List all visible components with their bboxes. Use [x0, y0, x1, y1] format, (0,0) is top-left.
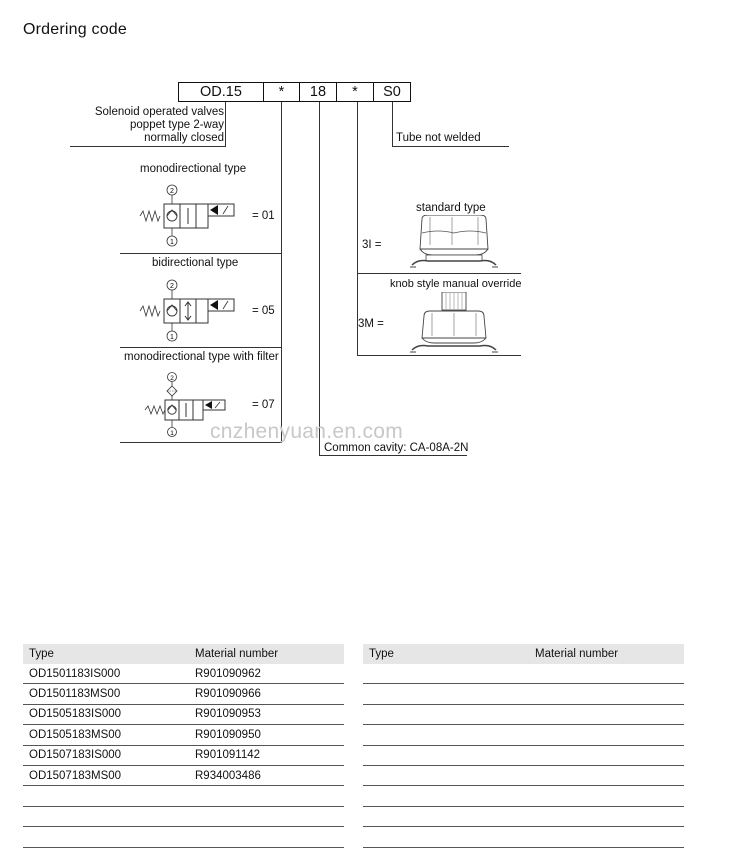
type-cell: OD1501183IS000 [23, 664, 189, 684]
material-cell [529, 806, 684, 826]
type-cell [363, 827, 529, 847]
solenoid-desc-line: Solenoid operated valves [94, 106, 224, 118]
material-cell [189, 806, 344, 826]
type-cell: OD1507183IS000 [23, 745, 189, 765]
material-table-left [23, 644, 344, 848]
table-row [363, 684, 684, 704]
material-cell: R901090950 [189, 725, 344, 745]
table-row [363, 704, 684, 724]
type-cell: OD1505183MS00 [23, 725, 189, 745]
standard-nut-icon [408, 215, 500, 271]
material-cell: R901090962 [189, 664, 344, 684]
type-cell [363, 765, 529, 785]
material-cell: R901090966 [189, 684, 344, 704]
type-cell: OD1507183MS00 [23, 765, 189, 785]
table-row [363, 664, 684, 684]
material-cell [529, 827, 684, 847]
type-cell [23, 786, 189, 806]
table-row [23, 745, 344, 765]
override-label-standard: standard type [416, 202, 486, 214]
table-row [23, 806, 344, 826]
type-label-01: monodirectional type [140, 163, 247, 175]
table-row [363, 765, 684, 785]
table-row [23, 765, 344, 785]
type-cell [363, 664, 529, 684]
type-code-05: = 05 [252, 305, 275, 317]
column-header-material: Material number [529, 644, 684, 664]
divider [392, 146, 509, 147]
type-cell: OD1501183MS00 [23, 684, 189, 704]
override-code-3i: 3I = [362, 239, 382, 251]
leader-line-cavity [319, 102, 320, 455]
material-cell: R901090953 [189, 704, 344, 724]
type-label-05: bidirectional type [152, 257, 239, 269]
code-segment-type: * [263, 82, 300, 102]
divider [120, 253, 282, 254]
table-row [23, 786, 344, 806]
type-cell [363, 786, 529, 806]
override-code-3m: 3M = [358, 318, 384, 330]
valve-symbol-bidirectional-icon [138, 277, 238, 343]
column-header-material: Material number [189, 644, 344, 664]
port-number: 2 [170, 283, 174, 290]
tube-label: Tube not welded [396, 132, 481, 144]
table-row [23, 827, 344, 847]
leader-line [392, 102, 393, 146]
divider [120, 347, 282, 348]
type-cell [363, 725, 529, 745]
port-number: 1 [170, 334, 174, 341]
table-row [363, 725, 684, 745]
solenoid-description [60, 106, 224, 145]
column-header-type: Type [23, 644, 189, 664]
material-cell [529, 786, 684, 806]
code-segment-tube: S0 [373, 82, 411, 102]
material-cell [529, 664, 684, 684]
material-cell [529, 765, 684, 785]
material-cell [529, 725, 684, 745]
table-row [23, 704, 344, 724]
material-table-right [363, 644, 684, 848]
material-cell [189, 827, 344, 847]
table-header-row [23, 644, 344, 664]
code-segment-cavity: 18 [299, 82, 337, 102]
port-number: 2 [170, 188, 174, 195]
divider [70, 146, 226, 147]
type-cell: OD1505183IS000 [23, 704, 189, 724]
material-cell [529, 704, 684, 724]
type-cell [363, 684, 529, 704]
divider [357, 273, 521, 274]
table-row [363, 786, 684, 806]
table-row [363, 745, 684, 765]
table-row [363, 827, 684, 847]
code-segment-override: * [336, 82, 374, 102]
material-cell: R934003486 [189, 765, 344, 785]
table-header-row [363, 644, 684, 664]
port-number: 1 [170, 239, 174, 246]
page-title: Ordering code [23, 21, 127, 38]
table-row [23, 684, 344, 704]
type-cell [23, 806, 189, 826]
material-cell [529, 745, 684, 765]
material-cell [529, 684, 684, 704]
cavity-label: Common cavity: CA-08A-2N [324, 442, 469, 454]
override-label-knob: knob style manual override [390, 278, 522, 290]
type-code-07: = 07 [252, 399, 275, 411]
divider [357, 355, 521, 356]
knob-override-icon [408, 292, 500, 354]
type-cell [363, 745, 529, 765]
valve-symbol-monodirectional-icon [138, 182, 238, 248]
code-segment-series: OD.15 [178, 82, 264, 102]
solenoid-desc-line: normally closed [144, 132, 224, 144]
column-header-type: Type [363, 644, 529, 664]
port-number: 2 [170, 375, 174, 382]
divider [319, 455, 467, 456]
type-cell [363, 806, 529, 826]
solenoid-desc-line: poppet type 2-way [130, 119, 224, 131]
table-row [23, 725, 344, 745]
material-cell: R901091142 [189, 745, 344, 765]
type-cell [363, 704, 529, 724]
leader-line [225, 102, 226, 146]
port-number: 1 [170, 430, 174, 437]
table-row [363, 806, 684, 826]
watermark: cnzhenyuan.en.com [210, 420, 404, 443]
table-row [23, 664, 344, 684]
material-cell [189, 786, 344, 806]
type-code-01: = 01 [252, 210, 275, 222]
type-label-07: monodirectional type with filter [124, 351, 279, 363]
type-cell [23, 827, 189, 847]
leader-line-type [281, 102, 282, 443]
